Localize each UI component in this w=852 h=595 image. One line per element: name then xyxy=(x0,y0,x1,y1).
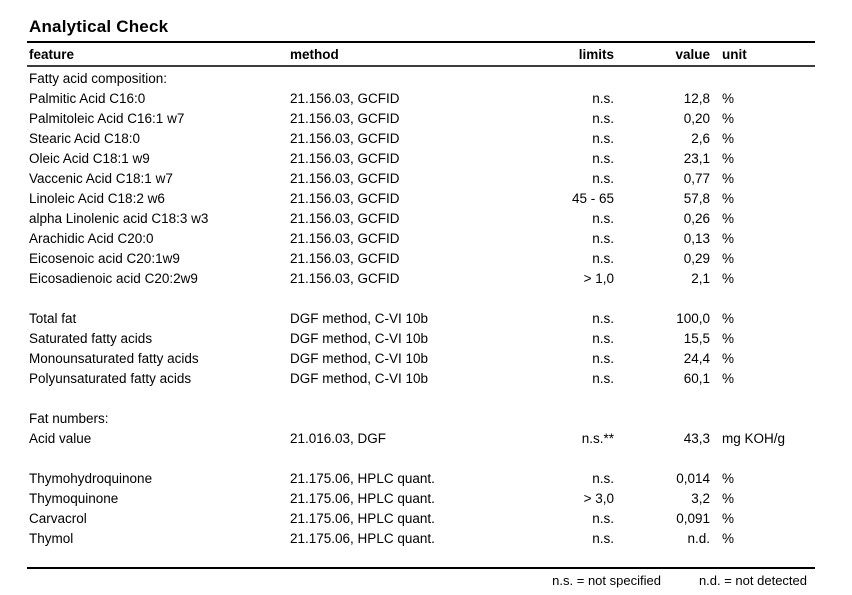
method-cell: 21.156.03, GCFID xyxy=(290,91,400,106)
limits-cell: > 3,0 xyxy=(583,491,614,506)
unit-cell: % xyxy=(722,311,735,326)
feature-cell: Fatty acid composition: xyxy=(29,71,168,86)
limits-cell: 45 - 65 xyxy=(571,191,614,206)
value-cell: 2,6 xyxy=(691,131,710,146)
column-header-limits: limits xyxy=(578,46,614,62)
table-row xyxy=(27,469,815,489)
value-cell: 0,20 xyxy=(683,111,710,126)
unit-cell: % xyxy=(722,371,735,386)
feature-cell: Arachidic Acid C20:0 xyxy=(29,231,154,246)
unit-cell: % xyxy=(722,491,735,506)
unit-cell: % xyxy=(722,271,735,286)
limits-cell: n.s. xyxy=(592,151,614,166)
feature-cell: Carvacrol xyxy=(29,511,87,526)
limits-cell: n.s. xyxy=(592,331,614,346)
feature-cell: Thymol xyxy=(29,531,74,546)
feature-cell: Thymoquinone xyxy=(29,491,119,506)
unit-cell xyxy=(710,69,815,89)
value-cell: 60,1 xyxy=(683,371,710,386)
table-row xyxy=(27,209,815,229)
row-spacer xyxy=(27,289,815,309)
value-cell: n.d. xyxy=(687,531,710,546)
table-row xyxy=(27,189,815,209)
limits-cell: n.s.** xyxy=(581,431,614,446)
limits-cell: n.s. xyxy=(592,111,614,126)
unit-cell: % xyxy=(722,91,735,106)
value-cell: 12,8 xyxy=(683,91,710,106)
unit-cell: % xyxy=(722,151,735,166)
table-row xyxy=(27,349,815,369)
limits-cell: n.s. xyxy=(592,531,614,546)
unit-cell: % xyxy=(722,131,735,146)
unit-cell: % xyxy=(722,211,735,226)
feature-cell: alpha Linolenic acid C18:3 w3 xyxy=(29,211,209,226)
value-cell: 23,1 xyxy=(683,151,710,166)
value-cell: 0,77 xyxy=(683,171,710,186)
table-row xyxy=(27,489,815,509)
legend-not-specified: n.s. = not specified xyxy=(552,572,661,588)
value-cell: 57,8 xyxy=(683,191,710,206)
table-body xyxy=(27,67,815,549)
table-row xyxy=(27,329,815,349)
value-cell: 3,2 xyxy=(691,491,710,506)
limits-cell: n.s. xyxy=(592,131,614,146)
unit-cell: % xyxy=(722,531,735,546)
unit-cell: % xyxy=(722,191,735,206)
unit-cell: % xyxy=(722,231,735,246)
feature-cell: Saturated fatty acids xyxy=(29,331,153,346)
unit-cell: % xyxy=(722,351,735,366)
table-row xyxy=(27,169,815,189)
feature-cell: Linoleic Acid C18:2 w6 xyxy=(29,191,165,206)
limits-cell xyxy=(490,409,614,429)
limits-cell: n.s. xyxy=(592,91,614,106)
method-cell: 21.156.03, GCFID xyxy=(290,271,400,286)
feature-cell: Palmitic Acid C16:0 xyxy=(29,91,146,106)
row-spacer xyxy=(27,449,815,469)
method-cell: 21.175.06, HPLC quant. xyxy=(290,471,435,486)
feature-cell: Eicosenoic acid C20:1w9 xyxy=(29,251,180,266)
feature-cell: Polyunsaturated fatty acids xyxy=(29,371,192,386)
method-cell: 21.175.06, HPLC quant. xyxy=(290,491,435,506)
analytical-check-document xyxy=(27,16,815,591)
method-cell: 21.156.03, GCFID xyxy=(290,191,400,206)
table-row xyxy=(27,409,815,429)
table-row xyxy=(27,429,815,449)
analysis-table xyxy=(27,43,815,549)
unit-cell: mg KOH/g xyxy=(722,431,786,446)
limits-cell: n.s. xyxy=(592,311,614,326)
value-cell: 0,014 xyxy=(676,471,710,486)
method-cell: 21.156.03, GCFID xyxy=(290,231,400,246)
row-spacer xyxy=(27,389,815,409)
value-cell xyxy=(614,409,710,429)
table-row xyxy=(27,69,815,89)
method-cell: 21.156.03, GCFID xyxy=(290,171,400,186)
table-row xyxy=(27,149,815,169)
column-header-value: value xyxy=(675,46,710,62)
feature-cell: Stearic Acid C18:0 xyxy=(29,131,141,146)
limits-cell xyxy=(490,69,614,89)
table-row xyxy=(27,369,815,389)
method-cell: DGF method, C-VI 10b xyxy=(290,351,429,366)
legend-not-detected: n.d. = not detected xyxy=(698,572,807,588)
value-cell: 24,4 xyxy=(683,351,710,366)
feature-cell: Vaccenic Acid C18:1 w7 xyxy=(29,171,173,186)
method-cell: 21.175.06, HPLC quant. xyxy=(290,511,435,526)
feature-cell: Oleic Acid C18:1 w9 xyxy=(29,151,150,166)
table-row xyxy=(27,129,815,149)
table-row xyxy=(27,89,815,109)
table-row xyxy=(27,309,815,329)
feature-cell: Thymohydroquinone xyxy=(29,471,153,486)
method-cell: DGF method, C-VI 10b xyxy=(290,331,429,346)
table-header-row xyxy=(27,43,815,67)
limits-cell: n.s. xyxy=(592,171,614,186)
table-row xyxy=(27,529,815,549)
limits-cell: > 1,0 xyxy=(583,271,614,286)
feature-cell: Fat numbers: xyxy=(29,411,109,426)
method-cell: 21.156.03, GCFID xyxy=(290,211,400,226)
column-header-method: method xyxy=(290,46,339,62)
method-cell: DGF method, C-VI 10b xyxy=(290,371,429,386)
limits-cell: n.s. xyxy=(592,371,614,386)
method-cell: 21.156.03, GCFID xyxy=(290,111,400,126)
value-cell: 0,13 xyxy=(683,231,710,246)
table-row xyxy=(27,269,815,289)
feature-cell: Palmitoleic Acid C16:1 w7 xyxy=(29,111,185,126)
method-cell: 21.016.03, DGF xyxy=(290,431,387,446)
limits-cell: n.s. xyxy=(592,211,614,226)
method-cell xyxy=(290,69,490,89)
method-cell: 21.156.03, GCFID xyxy=(290,131,400,146)
value-cell: 15,5 xyxy=(683,331,710,346)
unit-cell: % xyxy=(722,171,735,186)
column-header-unit: unit xyxy=(722,46,747,62)
table-row xyxy=(27,249,815,269)
limits-cell: n.s. xyxy=(592,351,614,366)
method-cell: DGF method, C-VI 10b xyxy=(290,311,429,326)
table-row xyxy=(27,109,815,129)
value-cell: 0,29 xyxy=(683,251,710,266)
page-title: Analytical Check xyxy=(27,16,815,43)
table-row xyxy=(27,229,815,249)
value-cell: 0,091 xyxy=(676,511,710,526)
table-row xyxy=(27,509,815,529)
method-cell: 21.175.06, HPLC quant. xyxy=(290,531,435,546)
legend-row xyxy=(27,567,815,591)
limits-cell: n.s. xyxy=(592,231,614,246)
method-cell: 21.156.03, GCFID xyxy=(290,251,400,266)
value-cell: 0,26 xyxy=(683,211,710,226)
value-cell: 2,1 xyxy=(691,271,710,286)
limits-cell: n.s. xyxy=(592,511,614,526)
value-cell: 100,0 xyxy=(676,311,710,326)
unit-cell: % xyxy=(722,511,735,526)
value-cell xyxy=(614,69,710,89)
unit-cell: % xyxy=(722,251,735,266)
unit-cell xyxy=(710,409,815,429)
limits-cell: n.s. xyxy=(592,251,614,266)
unit-cell: % xyxy=(722,331,735,346)
unit-cell: % xyxy=(722,471,735,486)
value-cell: 43,3 xyxy=(683,431,710,446)
column-header-feature: feature xyxy=(29,46,75,62)
feature-cell: Total fat xyxy=(29,311,77,326)
unit-cell: % xyxy=(722,111,735,126)
feature-cell: Eicosadienoic acid C20:2w9 xyxy=(29,271,198,286)
feature-cell: Acid value xyxy=(29,431,92,446)
limits-cell: n.s. xyxy=(592,471,614,486)
feature-cell: Monounsaturated fatty acids xyxy=(29,351,199,366)
method-cell: 21.156.03, GCFID xyxy=(290,151,400,166)
method-cell xyxy=(290,409,490,429)
